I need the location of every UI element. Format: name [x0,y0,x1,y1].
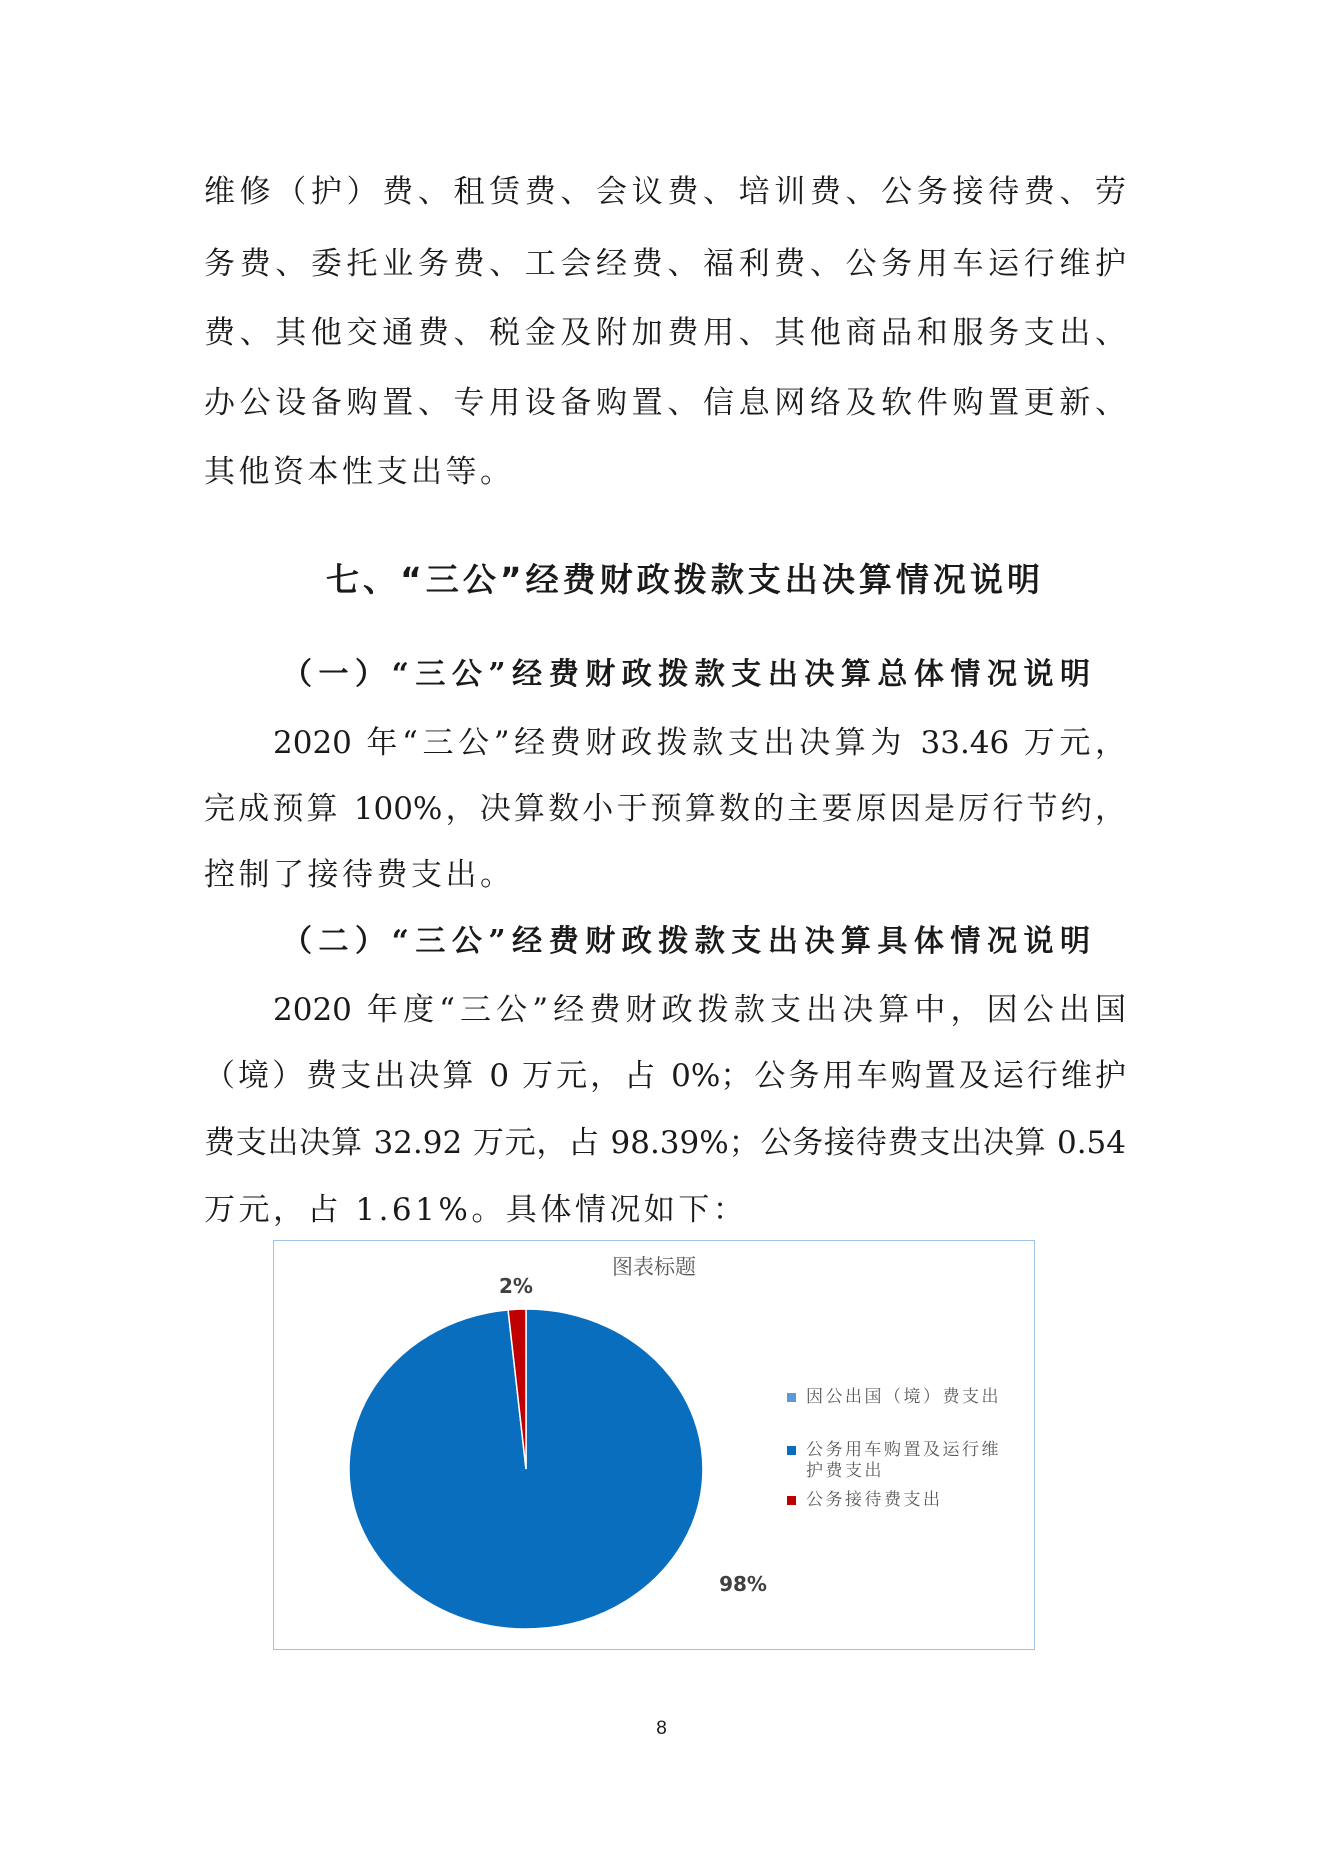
body-line: 费、其他交通费、税金及附加费用、其他商品和服务支出、 [204,315,1126,351]
body-line: 费支出决算 32.92 万元，占 98.39%；公务接待费支出决算 0.54 [204,1125,1126,1161]
legend-marker [787,1393,796,1402]
subsection-title: （一）“三公”经费财政拨款支出决算总体情况说明 [282,657,1090,692]
body-line: 办公设备购置、专用设备购置、信息网络及软件购置更新、 [204,385,1126,421]
body-line: 控制了接待费支出。 [204,857,515,893]
legend-label: 公务接待费支出 [806,1490,943,1510]
body-line: 2020 年“三公”经费财政拨款支出决算为 33.46 万元， [273,725,1126,761]
pie-slices [349,1309,703,1629]
body-line: 维修（护）费、租赁费、会议费、培训费、公务接待费、劳 [204,174,1126,210]
page-number: 8 [656,1718,667,1739]
body-line: 2020 年度“三公”经费财政拨款支出决算中，因公出国 [273,992,1126,1028]
data-label-reception: 2% [499,1274,533,1298]
body-line: 其他资本性支出等。 [204,454,515,490]
chart-title: 图表标题 [612,1255,696,1279]
legend-marker [787,1446,796,1455]
pie-chart [273,1240,1035,1650]
body-line: 完成预算 100%，决算数小于预算数的主要原因是厉行节约， [204,791,1126,827]
body-line: （境）费支出决算 0 万元，占 0%；公务用车购置及运行维护 [204,1058,1126,1094]
body-line: 务费、委托业务费、工会经费、福利费、公务用车运行维护 [204,246,1126,282]
subsection-title: （二）“三公”经费财政拨款支出决算具体情况说明 [282,924,1090,959]
legend-label: 公务用车购置及运行维护费支出 [806,1440,1001,1481]
legend-label: 因公出国（境）费支出 [806,1387,1001,1407]
legend-marker [787,1496,796,1505]
data-label-vehicle: 98% [719,1572,767,1596]
section-heading: 七、“三公”经费财政拨款支出决算情况说明 [326,560,1040,599]
body-line: 万元，占 1.61%。具体情况如下： [204,1192,748,1228]
